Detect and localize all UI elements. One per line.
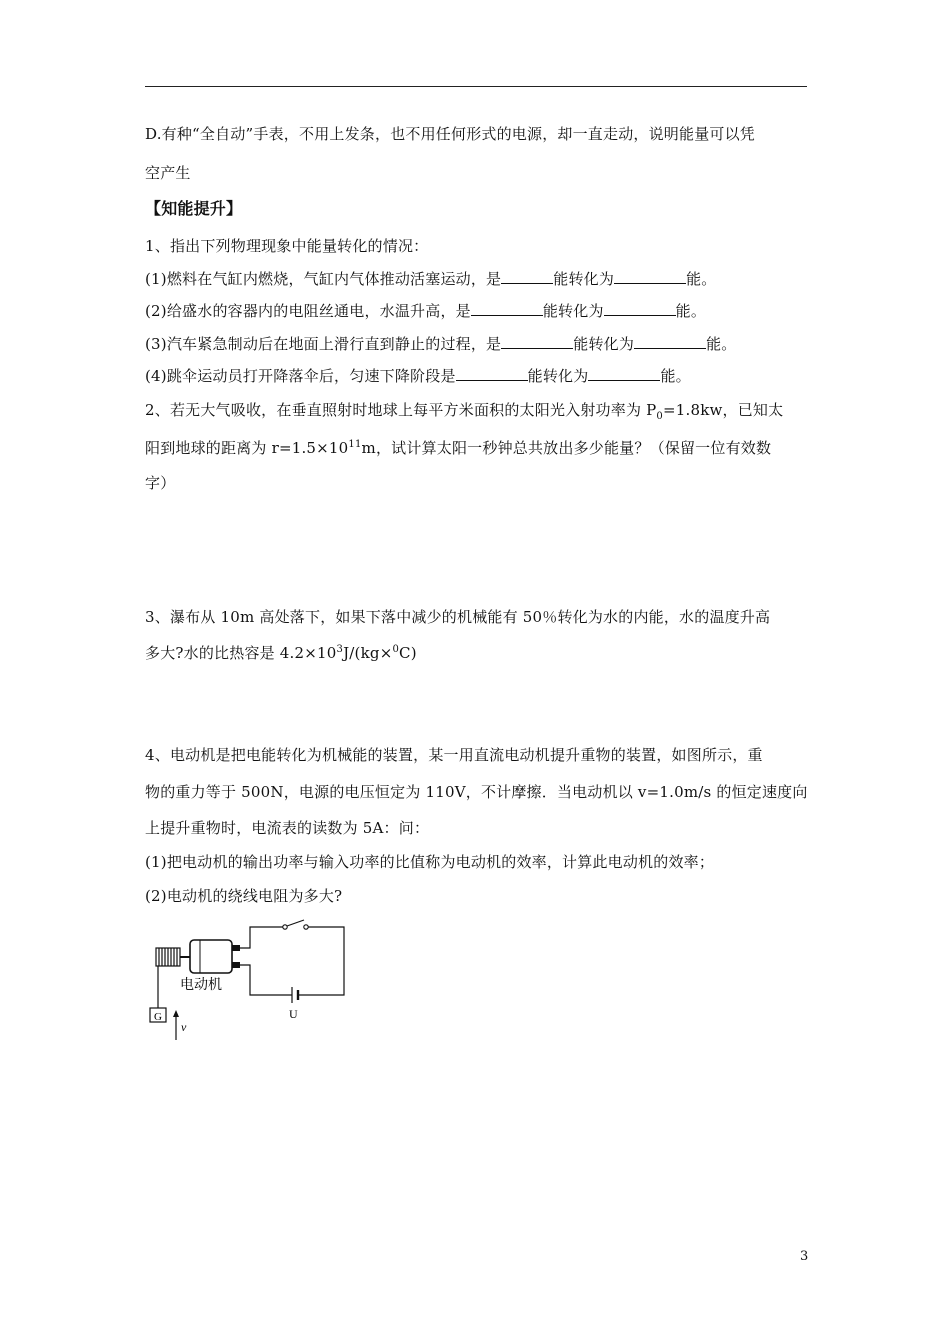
q3-line1: 3、瀑布从 10m 高处落下，如果下落中减少的机械能有 50％转化为水的内能，水的温度升高 [145, 608, 771, 626]
switch-icon [283, 920, 308, 929]
q4-sub1: (1)把电动机的输出功率与输入功率的比值称为电动机的效率，计算此电动机的效率； [145, 853, 715, 871]
q4-line2: 物的重力等于 500N，电源的电压恒定为 110V，不计摩擦．当电动机以 v=1.0m/s 的恒定速度向 [145, 783, 808, 801]
section-title: 【知能提升】 [145, 199, 243, 218]
q1-stem: 1、指出下列物理现象中能量转化的情况： [145, 237, 429, 255]
option-d-line2: 空产生 [145, 164, 191, 182]
q1-item-4: (4)跳伞运动员打开降落伞后，匀速下降阶段是 能转化为 能。 [145, 367, 691, 385]
battery-icon [292, 987, 298, 1003]
page-number: 3 [800, 1249, 809, 1264]
pulley-drum [156, 948, 180, 966]
q4-sub2: (2)电动机的绕线电阻为多大? [145, 887, 343, 905]
circuit-wires [240, 927, 344, 995]
velocity-label: v [181, 1020, 187, 1034]
motor-label: 电动机 [180, 977, 222, 993]
answer-blank[interactable] [634, 334, 706, 349]
q4-line1: 4、电动机是把电能转化为机械能的装置，某一用直流电动机提升重物的装置，如图所示，重 [145, 746, 763, 764]
motor [190, 940, 240, 973]
q1-item-3: (3)汽车紧急制动后在地面上滑行直到静止的过程，是 能转化为 能。 [145, 335, 737, 353]
answer-blank[interactable] [471, 301, 543, 316]
answer-blank[interactable] [588, 366, 660, 381]
velocity-arrow-icon [173, 1010, 179, 1040]
voltage-label: U [289, 1007, 298, 1021]
q2-line1: 2、若无大气吸收，在垂直照射时地球上每平方米面积的太阳光入射功率为 $P_0=1.8kw$，已知太 [145, 401, 784, 422]
answer-blank[interactable] [501, 334, 573, 349]
answer-blank[interactable] [614, 269, 686, 284]
q3-line2: 多大?水的比热容是 $4.2\times 10^3J/(kg\times^0C)$ [145, 644, 417, 662]
q4-line3: 上提升重物时，电流表的读数为 5A：问： [145, 819, 430, 837]
answer-blank[interactable] [501, 269, 553, 284]
header-rule [145, 86, 807, 87]
motor-circuit-diagram [148, 915, 353, 1045]
weight-label: G [154, 1011, 162, 1023]
q2-line2: 阳到地球的距离为 $r=1.5\times 10^{11}m$，试计算太阳一秒钟总共放出多少能量？（保留一位有效数 [145, 439, 772, 457]
answer-blank[interactable] [456, 366, 528, 381]
answer-blank[interactable] [604, 301, 676, 316]
q1-item-1: (1)燃料在气缸内燃烧，气缸内气体推动活塞运动，是 能转化为 能。 [145, 270, 717, 288]
option-d-line1: D.有种“全自动”手表，不用上发条，也不用任何形式的电源，却一直走动，说明能量可以凭 [145, 125, 756, 143]
q1-item-2: (2)给盛水的容器内的电阻丝通电，水温升高，是 能转化为 能。 [145, 302, 707, 320]
q2-line3: 字） [145, 474, 176, 492]
